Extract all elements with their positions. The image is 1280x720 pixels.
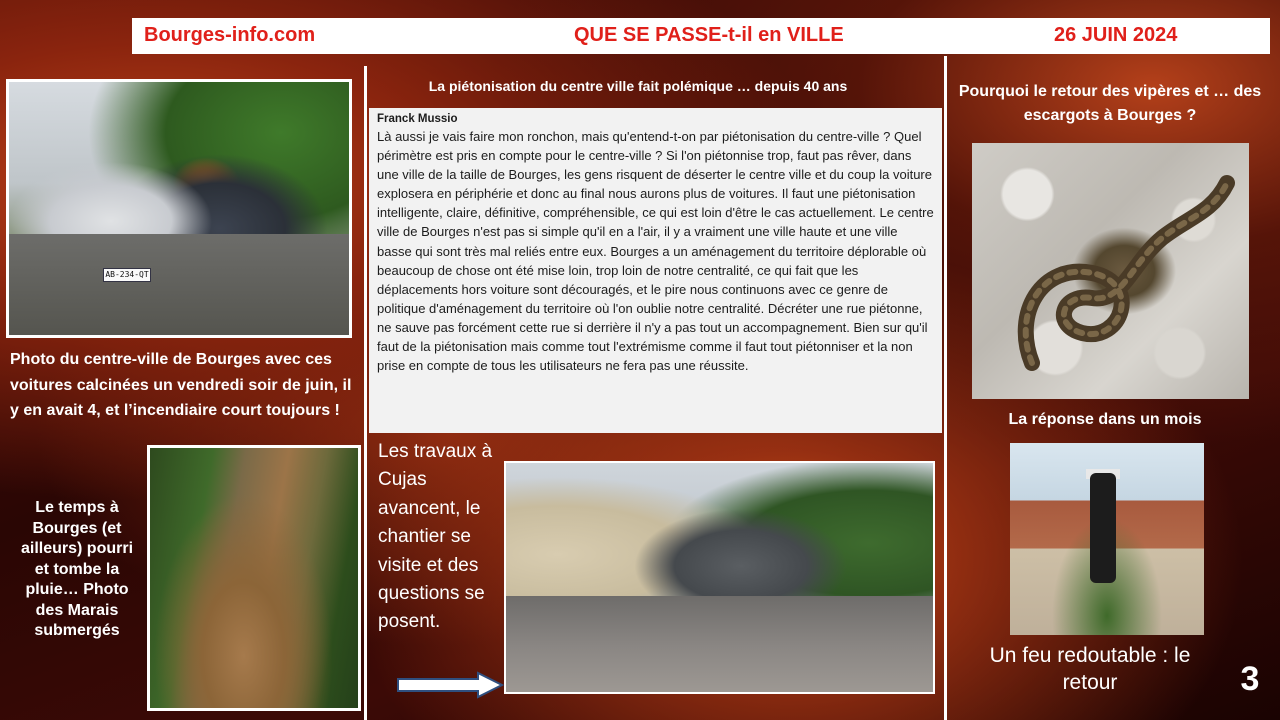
site-name[interactable]: Bourges-info.com bbox=[144, 24, 316, 46]
viper-photo bbox=[972, 143, 1249, 399]
burned-cars-caption: Photo du centre-ville de Bourges avec ces voitures calcinées un vendredi soir de juin, il y en avait 4, et l’incendiaire court toujours ! bbox=[10, 351, 352, 419]
header-bar bbox=[132, 18, 1270, 54]
works-caption: Les travaux à Cujas avancent, le chantier se visite et des questions se posent. bbox=[378, 441, 493, 633]
weather-caption: Le temps à Bourges (et ailleurs) pourri et tombe la pluie… Photo des Marais submergés bbox=[20, 499, 134, 639]
page-number: 3 bbox=[1240, 660, 1260, 698]
fire-caption: Un feu redoutable : le retour bbox=[989, 644, 1191, 694]
right-arrow-icon bbox=[396, 671, 506, 699]
license-plate: AB-234-QT bbox=[103, 268, 151, 282]
pedestrianization-heading: La piétonisation du centre ville fait polémique … depuis 40 ans bbox=[428, 78, 848, 94]
page-date: 26 JUIN 2024 bbox=[1054, 24, 1178, 46]
traffic-light-photo bbox=[1010, 443, 1204, 635]
answer-label: La réponse dans un mois bbox=[1008, 411, 1202, 428]
traffic-light bbox=[1090, 473, 1116, 583]
page-title: QUE SE PASSE-t-il en VILLE bbox=[574, 24, 844, 46]
snake-illustration bbox=[972, 143, 1249, 399]
comment-text: Là aussi je vais faire mon ronchon, mais qu'entend-t-on par piétonisation du centre-ville ? Quel périmètre est pris en compte pour le centre-ville ? Si l'on piétonnise trop, faut pas rêver, dans une ville de la taille de Bourges, les gens risquent de déserter le centre ville et du coup la voiture explosera en périphérie et donc au final nous aurons plus de voitures. Il faut une piétonisation intelligente, claire, définitive, compréhensible, ce qui est loin d'être le cas actuellement. Le centre ville de Bourges n'est pas si simple qu'il en a l'air, il y a vraiment une ville haute et une ville basse qui sont très mal reliés entre eux. Bourges a un aménagement du territoire déplorable où beaucoup de chose ont été mise loin, trop loin de notre centralité, ce qui fait que les déplacements hors voiture sont découragés, et le pire nous continuons avec ce genre de politique d'aménagement du territoire où l'on oublie notre centralité. Décréter une rue piétonne, ne sauve pas forcément cette rue si derrière il n'y a pas tout un accompagnement. Bien sur qu'il faut de la piétonisation mais comme tout l'extrémisme comme il faut tout piétonniser et la non prise en compte de tous les utilisateurs ne fera pas une réussite. bbox=[377, 129, 934, 374]
burned-cars-photo bbox=[6, 79, 352, 338]
vipers-heading: Pourquoi le retour des vipères et … des escargots à Bourges ? bbox=[958, 83, 1262, 124]
flooded-marais-photo bbox=[147, 445, 361, 711]
cujas-construction-photo bbox=[504, 461, 935, 694]
comment-author: Franck Mussio bbox=[377, 113, 458, 125]
comment-box bbox=[369, 108, 942, 433]
column-divider-left bbox=[364, 66, 367, 720]
column-divider-right bbox=[944, 56, 947, 720]
